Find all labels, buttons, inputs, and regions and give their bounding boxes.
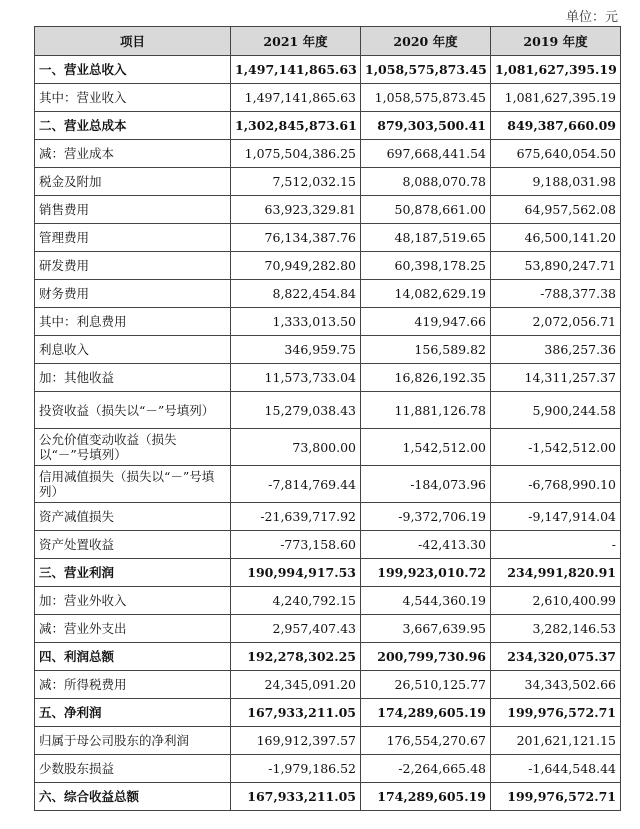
value-2019: 386,257.36: [491, 336, 621, 364]
row-label: 管理费用: [35, 224, 231, 252]
table-header-row: [35, 27, 621, 56]
row-label: 信用减值损失（损失以“－”号填列）: [35, 466, 231, 503]
table-row: [35, 671, 621, 699]
value-2021: 70,949,282.80: [231, 252, 361, 280]
row-label: 销售费用: [35, 196, 231, 224]
value-2020: 60,398,178.25: [361, 252, 491, 280]
value-2021: 76,134,387.76: [231, 224, 361, 252]
value-2020: 1,058,575,873.45: [361, 56, 491, 84]
row-label: 公允价值变动收益（损失以“－”号填列）: [35, 429, 231, 466]
table-row: [35, 392, 621, 429]
table-row: [35, 140, 621, 168]
table-row: [35, 587, 621, 615]
value-2021: 1,302,845,873.61: [231, 112, 361, 140]
table-row: [35, 643, 621, 671]
row-label: 加：其他收益: [35, 364, 231, 392]
value-2020: 3,667,639.95: [361, 615, 491, 643]
value-2020: 176,554,270.67: [361, 727, 491, 755]
value-2019: 675,640,054.50: [491, 140, 621, 168]
row-label: 五、净利润: [35, 699, 231, 727]
row-label: 资产减值损失: [35, 503, 231, 531]
table-row: [35, 727, 621, 755]
value-2021: 1,497,141,865.63: [231, 56, 361, 84]
value-2020: 1,058,575,873.45: [361, 84, 491, 112]
table-row: [35, 56, 621, 84]
value-2020: 419,947.66: [361, 308, 491, 336]
value-2020: 697,668,441.54: [361, 140, 491, 168]
value-2020: -9,372,706.19: [361, 503, 491, 531]
value-2021: 63,923,329.81: [231, 196, 361, 224]
value-2019: 3,282,146.53: [491, 615, 621, 643]
table-row: [35, 336, 621, 364]
value-2019: 234,991,820.91: [491, 559, 621, 587]
value-2021: -21,639,717.92: [231, 503, 361, 531]
value-2020: -184,073.96: [361, 466, 491, 503]
value-2021: 8,822,454.84: [231, 280, 361, 308]
row-label: 研发费用: [35, 252, 231, 280]
value-2021: 73,800.00: [231, 429, 361, 466]
value-2019: -1,542,512.00: [491, 429, 621, 466]
value-2020: -2,264,665.48: [361, 755, 491, 783]
value-2020: 174,289,605.19: [361, 699, 491, 727]
row-label: 六、综合收益总额: [35, 783, 231, 811]
value-2019: -9,147,914.04: [491, 503, 621, 531]
header-2021: 2021 年度: [231, 27, 361, 56]
value-2021: 167,933,211.05: [231, 699, 361, 727]
value-2021: -773,158.60: [231, 531, 361, 559]
table-row: [35, 429, 621, 466]
row-label: 投资收益（损失以“－”号填列）: [35, 392, 231, 429]
value-2020: -42,413.30: [361, 531, 491, 559]
value-2019: -788,377.38: [491, 280, 621, 308]
table-row: [35, 196, 621, 224]
value-2019: 14,311,257.37: [491, 364, 621, 392]
table-row: [35, 364, 621, 392]
header-item: 项目: [35, 27, 231, 56]
value-2021: 346,959.75: [231, 336, 361, 364]
table-row: [35, 783, 621, 811]
value-2019: 2,610,400.99: [491, 587, 621, 615]
value-2020: 199,923,010.72: [361, 559, 491, 587]
row-label: 资产处置收益: [35, 531, 231, 559]
unit-label: 单位：元: [565, 10, 618, 25]
header-2019: 2019 年度: [491, 27, 621, 56]
value-2019: 849,387,660.09: [491, 112, 621, 140]
value-2020: 11,881,126.78: [361, 392, 491, 429]
table-row: [35, 615, 621, 643]
row-label: 加：营业外收入: [35, 587, 231, 615]
value-2021: 11,573,733.04: [231, 364, 361, 392]
header-2020: 2020 年度: [361, 27, 491, 56]
table-row: [35, 755, 621, 783]
row-label: 其中：营业收入: [35, 84, 231, 112]
table-row: [35, 308, 621, 336]
value-2019: 1,081,627,395.19: [491, 84, 621, 112]
value-2019: 34,343,502.66: [491, 671, 621, 699]
value-2019: 64,957,562.08: [491, 196, 621, 224]
value-2019: 5,900,244.58: [491, 392, 621, 429]
row-label: 三、营业利润: [35, 559, 231, 587]
row-label: 减：营业成本: [35, 140, 231, 168]
row-label: 利息收入: [35, 336, 231, 364]
value-2020: 4,544,360.19: [361, 587, 491, 615]
row-label: 财务费用: [35, 280, 231, 308]
value-2021: 169,912,397.57: [231, 727, 361, 755]
table-row: [35, 559, 621, 587]
value-2020: 50,878,661.00: [361, 196, 491, 224]
table-row: [35, 252, 621, 280]
income-statement-table: [34, 26, 621, 811]
table-row: [35, 466, 621, 503]
table-row: [35, 168, 621, 196]
table-row: [35, 699, 621, 727]
table-row: [35, 280, 621, 308]
value-2019: 201,621,121.15: [491, 727, 621, 755]
value-2019: -1,644,548.44: [491, 755, 621, 783]
value-2020: 14,082,629.19: [361, 280, 491, 308]
value-2021: -1,979,186.52: [231, 755, 361, 783]
value-2021: 1,333,013.50: [231, 308, 361, 336]
value-2020: 16,826,192.35: [361, 364, 491, 392]
value-2019: 199,976,572.71: [491, 699, 621, 727]
value-2020: 48,187,519.65: [361, 224, 491, 252]
row-label: 减：所得税费用: [35, 671, 231, 699]
value-2021: 15,279,038.43: [231, 392, 361, 429]
value-2021: 2,957,407.43: [231, 615, 361, 643]
table-row: [35, 531, 621, 559]
table-row: [35, 224, 621, 252]
row-label: 减：营业外支出: [35, 615, 231, 643]
value-2021: 4,240,792.15: [231, 587, 361, 615]
value-2020: 174,289,605.19: [361, 783, 491, 811]
value-2019: 46,500,141.20: [491, 224, 621, 252]
row-label: 归属于母公司股东的净利润: [35, 727, 231, 755]
value-2021: -7,814,769.44: [231, 466, 361, 503]
value-2020: 26,510,125.77: [361, 671, 491, 699]
value-2020: 156,589.82: [361, 336, 491, 364]
row-label: 二、营业总成本: [35, 112, 231, 140]
row-label: 少数股东损益: [35, 755, 231, 783]
value-2019: 2,072,056.71: [491, 308, 621, 336]
value-2019: 9,188,031.98: [491, 168, 621, 196]
value-2019: -: [491, 531, 621, 559]
value-2021: 24,345,091.20: [231, 671, 361, 699]
value-2020: 8,088,070.78: [361, 168, 491, 196]
row-label: 其中：利息费用: [35, 308, 231, 336]
value-2019: 199,976,572.71: [491, 783, 621, 811]
value-2019: 234,320,075.37: [491, 643, 621, 671]
row-label: 一、营业总收入: [35, 56, 231, 84]
value-2021: 1,075,504,386.25: [231, 140, 361, 168]
value-2020: 879,303,500.41: [361, 112, 491, 140]
table-row: [35, 84, 621, 112]
value-2020: 1,542,512.00: [361, 429, 491, 466]
row-label: 四、利润总额: [35, 643, 231, 671]
value-2021: 7,512,032.15: [231, 168, 361, 196]
value-2019: 1,081,627,395.19: [491, 56, 621, 84]
value-2021: 192,278,302.25: [231, 643, 361, 671]
table-row: [35, 503, 621, 531]
value-2021: 190,994,917.53: [231, 559, 361, 587]
table-row: [35, 112, 621, 140]
value-2020: 200,799,730.96: [361, 643, 491, 671]
row-label: 税金及附加: [35, 168, 231, 196]
value-2019: 53,890,247.71: [491, 252, 621, 280]
value-2019: -6,768,990.10: [491, 466, 621, 503]
value-2021: 167,933,211.05: [231, 783, 361, 811]
value-2021: 1,497,141,865.63: [231, 84, 361, 112]
